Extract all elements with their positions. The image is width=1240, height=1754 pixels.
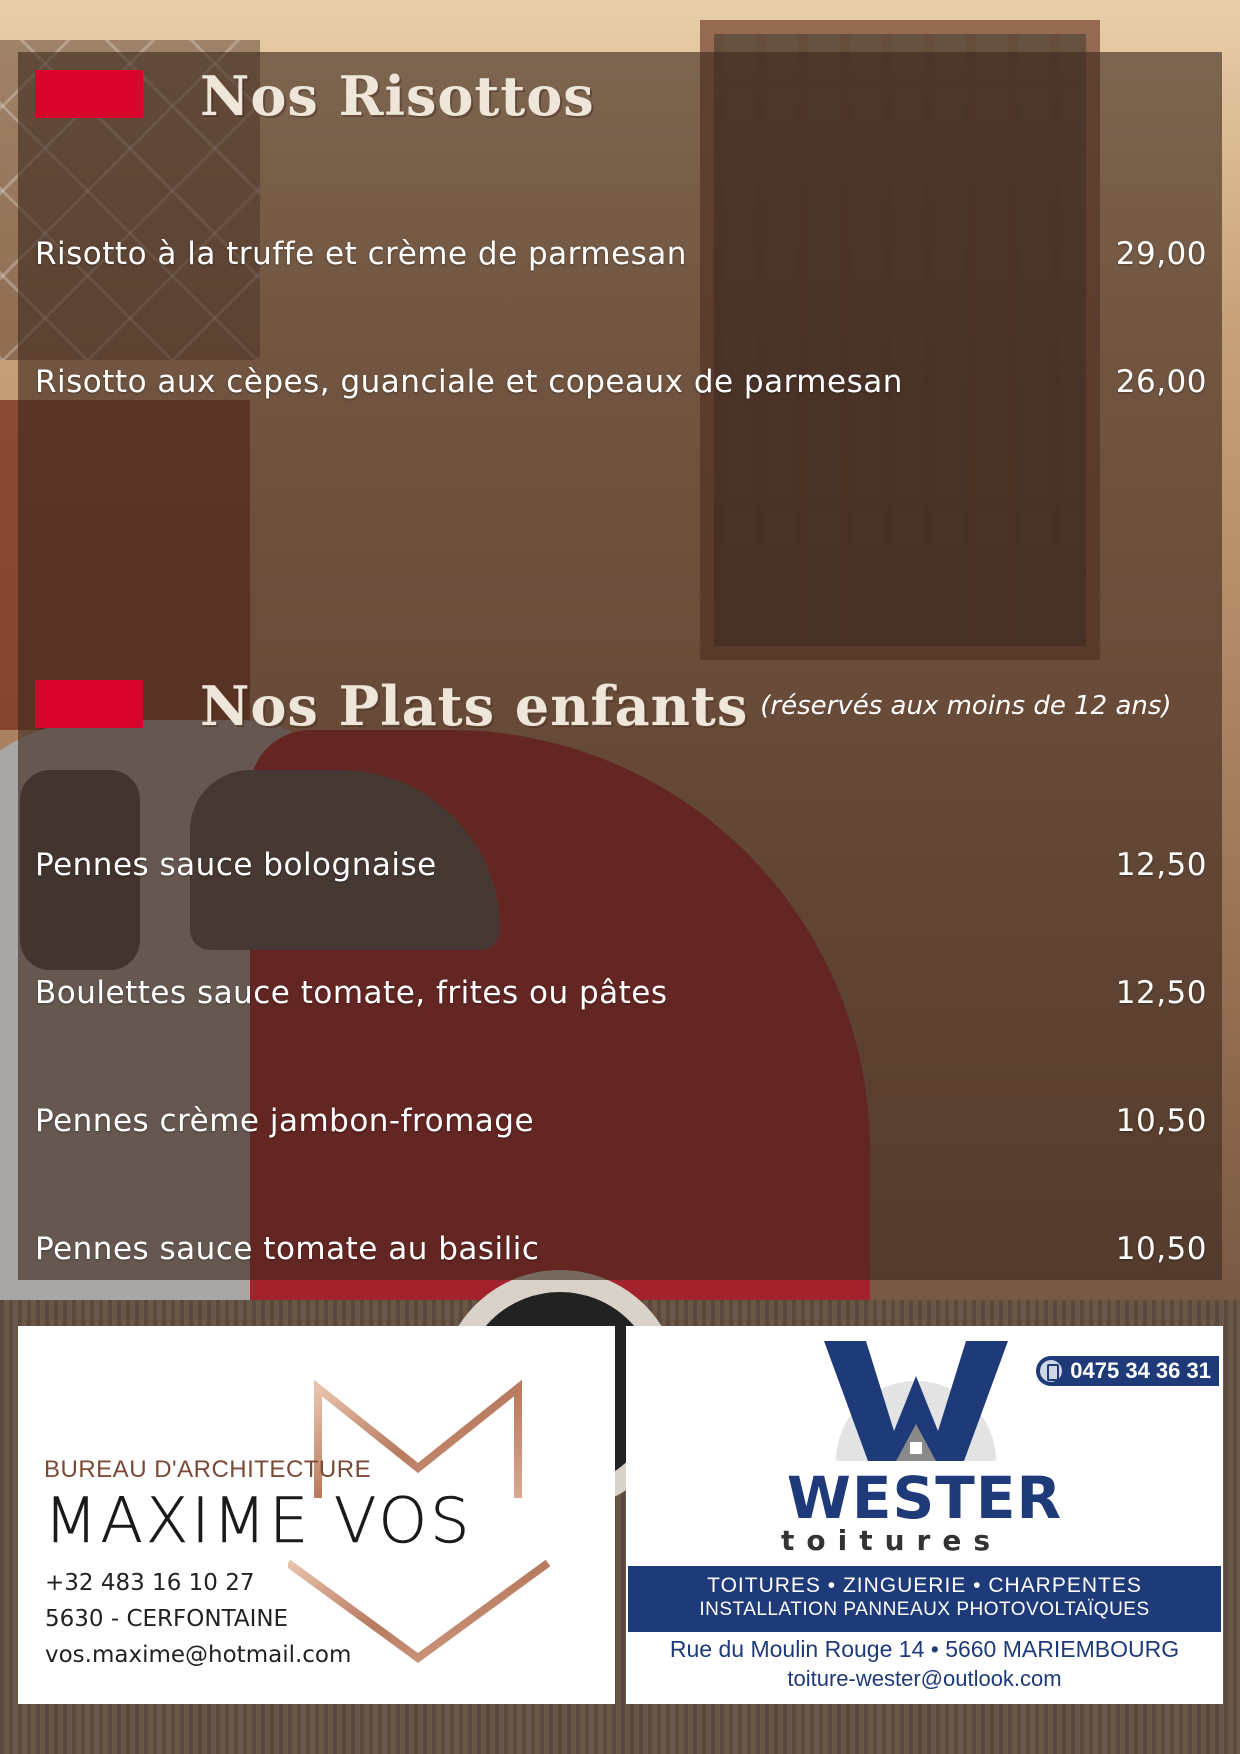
architect-name: MAXIME VOS	[44, 1484, 473, 1557]
architect-city: 5630 - CERFONTAINE	[45, 1606, 289, 1632]
roofer-phone-badge	[1036, 1356, 1219, 1386]
section-marker-risottos	[35, 70, 143, 118]
architect-subtitle: BUREAU D'ARCHITECTURE	[44, 1456, 372, 1483]
section-marker-kids	[35, 680, 143, 728]
menu-item	[35, 1103, 1207, 1139]
item-price: 10,50	[1115, 1103, 1207, 1139]
menu-item	[35, 847, 1207, 883]
item-name: Risotto aux cèpes, guanciale et copeaux de parmesan	[35, 364, 903, 400]
menu-item	[35, 975, 1207, 1011]
item-name: Boulettes sauce tomate, frites ou pâtes	[35, 975, 668, 1011]
section-note: (réservés aux moins de 12 ans)	[760, 691, 1172, 721]
item-name: Pennes sauce bolognaise	[35, 847, 437, 883]
menu-item	[35, 236, 1207, 272]
item-name: Pennes crème jambon-fromage	[35, 1103, 535, 1139]
roofer-phone: 0475 34 36 31	[1070, 1358, 1211, 1383]
services-line-2: INSTALLATION PANNEAUX PHOTOVOLTAÏQUES	[699, 1599, 1150, 1620]
ad-architect	[18, 1326, 615, 1704]
item-name: Pennes sauce tomate au basilic	[35, 1231, 540, 1267]
w-house-logo	[816, 1336, 1016, 1466]
section-header-risottos	[200, 64, 595, 128]
item-price: 10,50	[1115, 1231, 1207, 1267]
item-name: Risotto à la truffe et crème de parmesan	[35, 236, 687, 272]
menu-item	[35, 364, 1207, 400]
section-title: Nos Risottos	[200, 64, 595, 128]
roofer-email: toiture-wester@outlook.com	[787, 1666, 1062, 1691]
ad-roofer	[626, 1326, 1223, 1704]
roofer-address: Rue du Moulin Rouge 14 • 5660 MARIEMBOURG	[669, 1636, 1180, 1662]
item-price: 26,00	[1115, 364, 1207, 400]
section-title: Nos Plats enfants	[200, 674, 749, 738]
item-price: 29,00	[1115, 236, 1207, 272]
item-price: 12,50	[1115, 847, 1207, 883]
roofer-brand-sub: toitures	[781, 1524, 1003, 1557]
mobile-phone-icon	[1040, 1360, 1062, 1382]
roofer-services	[628, 1566, 1221, 1632]
architect-phone: +32 483 16 10 27	[45, 1570, 255, 1596]
section-header-kids	[200, 674, 1172, 738]
roofer-brand: WESTER	[786, 1464, 1063, 1532]
item-price: 12,50	[1115, 975, 1207, 1011]
menu-item	[35, 1231, 1207, 1267]
architect-email: vos.maxime@hotmail.com	[45, 1642, 352, 1668]
services-line-1: TOITURES • ZINGUERIE • CHARPENTES	[707, 1574, 1142, 1597]
